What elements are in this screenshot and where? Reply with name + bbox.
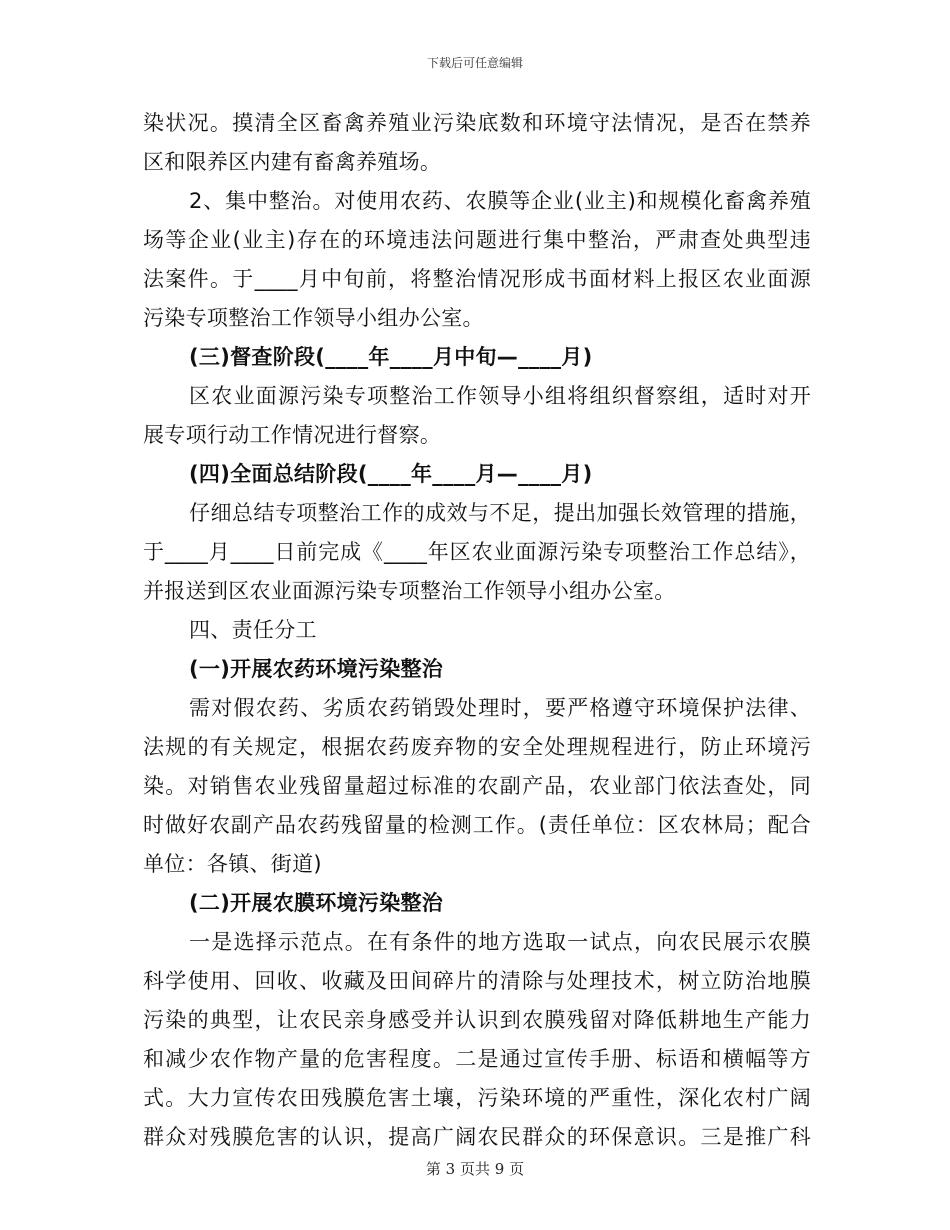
text-line: 和减少农作物产量的危害程度。二是通过宣传手册、标语和横幅等方	[143, 1047, 811, 1071]
text-line: 法案件。于____月中旬前，将整治情况形成书面材料上报区农业面源	[143, 267, 811, 291]
text-line: 并报送到区农业面源污染专项整治工作领导小组办公室。	[143, 579, 676, 603]
text-line: 仔细总结专项整治工作的成效与不足，提出加强长效管理的措施，	[189, 501, 811, 525]
text-line: 于____月____日前完成《____年区农业面源污染专项整治工作总结》，	[143, 540, 811, 564]
text-line: 展专项行动工作情况进行督察。	[143, 423, 442, 447]
text-line: 科学使用、回收、收藏及田间碎片的清除与处理技术，树立防治地膜	[143, 969, 811, 993]
text-line: 时做好农副产品农药残留量的检测工作。(责任单位：区农林局；配合	[143, 813, 811, 837]
section-heading: (二)开展农膜环境污染整治	[189, 891, 444, 915]
section-heading: (三)督查阶段(____年____月中旬—____月)	[189, 345, 593, 369]
section-heading: (四)全面总结阶段(____年____月—____月)	[189, 462, 593, 486]
text-line: 四、责任分工	[189, 618, 317, 642]
text-line: 群众对残膜危害的认识，提高广阔农民群众的环保意识。三是推广科	[143, 1125, 811, 1149]
text-line: 式。大力宣传农田残膜危害土壤，污染环境的严重性，深化农村广阔	[143, 1086, 811, 1110]
text-line: 染状况。摸清全区畜禽养殖业污染底数和环境守法情况，是否在禁养	[143, 111, 811, 135]
text-line: 区农业面源污染专项整治工作领导小组将组织督察组，适时对开	[189, 384, 811, 408]
text-line: 场等企业(业主)存在的环境违法问题进行集中整治，严肃查处典型违	[143, 228, 811, 252]
text-line: 单位：各镇、街道)	[143, 852, 322, 876]
text-line: 污染专项整治工作领导小组办公室。	[143, 306, 484, 330]
text-line: 染。对销售农业残留量超过标准的农副产品，农业部门依法查处，同	[143, 774, 811, 798]
document-body	[143, 104, 811, 1157]
page-header: 下载后可任意编辑	[426, 56, 523, 70]
page-footer: 第 3 页共 9 页	[425, 1160, 525, 1178]
text-line: 需对假农药、劣质农药销毁处理时，要严格遵守环境保护法律、	[189, 696, 811, 720]
text-line: 法规的有关规定，根据农药废弃物的安全处理规程进行，防止环境污	[143, 735, 811, 759]
text-line: 一是选择示范点。在有条件的地方选取一试点，向农民展示农膜	[189, 930, 811, 954]
text-line: 污染的典型，让农民亲身感受并认识到农膜残留对降低耕地生产能力	[143, 1008, 811, 1032]
section-heading: (一)开展农药环境污染整治	[189, 657, 444, 681]
text-line: 区和限养区内建有畜禽养殖场。	[143, 150, 442, 174]
text-line: 2、集中整治。对使用农药、农膜等企业(业主)和规模化畜禽养殖	[189, 189, 811, 213]
